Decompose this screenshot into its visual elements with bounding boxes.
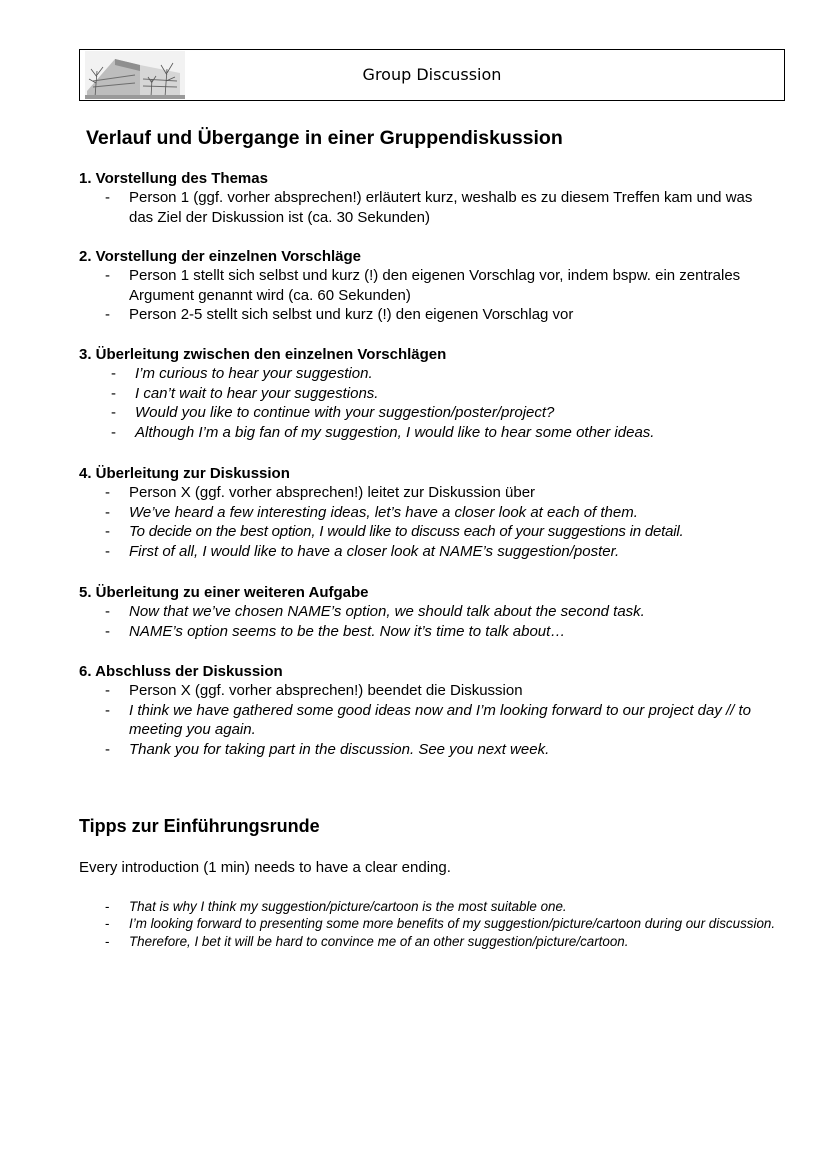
list-item	[79, 740, 779, 760]
section-3	[79, 345, 779, 442]
section-heading: 2. Vorstellung der einzelnen Vorschläge	[79, 248, 362, 265]
list-item-text: Therefore, I bet it will be hard to convince me of an other suggestion/picture/cartoon.	[129, 933, 629, 949]
list-item	[79, 522, 779, 542]
section-5	[79, 583, 779, 641]
list-item-text: Person X (ggf. vorher absprechen!) leitet zur Diskussion über	[129, 484, 536, 501]
bullet-dash: -	[105, 916, 110, 932]
list-item	[79, 483, 779, 503]
list-item	[79, 622, 779, 642]
list-item-text: Person 1 (ggf. vorher absprechen!) erläutert kurz, weshalb es zu diesem Treffen kam und was das Ziel der Diskussion ist (ca. 30 Sekunden)	[129, 189, 753, 226]
bullet-dash: -	[105, 682, 110, 699]
bullet-dash: -	[105, 523, 110, 541]
header-title: Group Discussion	[362, 65, 502, 84]
section-heading: 5. Überleitung zu einer weiteren Aufgabe	[79, 584, 369, 601]
bullet-dash: -	[105, 933, 110, 949]
list-item-text: I can’t wait to hear your suggestions.	[135, 384, 379, 402]
list-item	[79, 602, 779, 622]
section-1	[79, 169, 779, 227]
list-item	[79, 423, 779, 443]
list-item	[79, 403, 779, 423]
list-item-text: I think we have gathered some good ideas now and I’m looking forward to our project day // to meeting you again.	[129, 701, 752, 739]
bullet-dash: -	[105, 899, 110, 914]
bullet-dash: -	[105, 542, 110, 560]
list-item	[79, 503, 779, 523]
list-item	[79, 933, 779, 950]
list-item	[79, 542, 779, 562]
list-item	[79, 305, 779, 325]
section-2	[79, 247, 779, 325]
page-title: Verlauf und Übergange in einer Gruppendiskussion	[86, 127, 563, 149]
section-6	[79, 662, 779, 759]
list-item-text: I’m looking forward to presenting some more benefits of my suggestion/picture/cartoon during our discussion.	[129, 916, 776, 932]
section-heading: 3. Überleitung zwischen den einzelnen Vorschlägen	[79, 346, 447, 363]
section-4	[79, 464, 779, 561]
list-item	[79, 384, 779, 404]
list-item-text: Person 1 stellt sich selbst und kurz (!) den eigenen Vorschlag vor, indem bspw. ein zentrales Argument genannt wird (ca. 60 Sekunden)	[129, 267, 741, 304]
bullet-dash: -	[105, 484, 110, 501]
list-item-text: NAME’s option seems to be the best. Now it’s time to talk about…	[129, 622, 566, 640]
bullet-dash: -	[105, 306, 110, 324]
bullet-dash: -	[111, 384, 116, 402]
list-item-text: Person X (ggf. vorher absprechen!) beendet die Diskussion	[129, 682, 523, 699]
bullet-dash: -	[111, 423, 116, 441]
list-item-text: Would you like to continue with your suggestion/poster/project?	[135, 404, 555, 422]
list-item-text: First of all, I would like to have a closer look at NAME’s suggestion/poster.	[129, 542, 620, 560]
tips-list	[79, 898, 779, 950]
list-item	[79, 915, 779, 932]
list-item-text: We’ve heard a few interesting ideas, let’s have a closer look at each of them.	[129, 503, 638, 521]
list-item-text: I’m curious to hear your suggestion.	[135, 365, 373, 382]
bullet-dash: -	[105, 622, 110, 640]
section-heading: 4. Überleitung zur Diskussion	[79, 465, 290, 482]
bullet-dash: -	[111, 404, 116, 422]
list-item	[79, 188, 779, 227]
tips-title: Tipps zur Einführungsrunde	[79, 816, 320, 836]
list-item-text: Although I’m a big fan of my suggestion, I would like to hear some other ideas.	[135, 423, 655, 441]
list-item	[79, 681, 779, 701]
section-heading: 6. Abschluss der Diskussion	[79, 663, 283, 680]
list-item	[79, 266, 779, 305]
bullet-dash: -	[111, 365, 116, 382]
section-heading: 1. Vorstellung des Themas	[79, 170, 268, 187]
bullet-dash: -	[105, 267, 110, 284]
tips-intro: Every introduction (1 min) needs to have a clear ending.	[79, 859, 451, 876]
bullet-dash: -	[105, 503, 110, 521]
list-item	[79, 701, 779, 740]
bullet-dash: -	[105, 740, 110, 758]
list-item-text: To decide on the best option, I would like to discuss each of your suggestions in detail.	[129, 523, 684, 541]
bullet-dash: -	[105, 603, 110, 620]
list-item	[79, 898, 779, 915]
bullet-dash: -	[105, 701, 110, 719]
list-item-text: That is why I think my suggestion/picture/cartoon is the most suitable one.	[129, 899, 567, 914]
list-item-text: Now that we’ve chosen NAME’s option, we should talk about the second task.	[129, 603, 645, 620]
list-item-text: Person 2-5 stellt sich selbst und kurz (!) den eigenen Vorschlag vor	[129, 306, 574, 324]
header-box	[79, 49, 785, 101]
list-item-text: Thank you for taking part in the discussion. See you next week.	[129, 740, 550, 758]
bullet-dash: -	[105, 189, 110, 206]
list-item	[79, 364, 779, 384]
